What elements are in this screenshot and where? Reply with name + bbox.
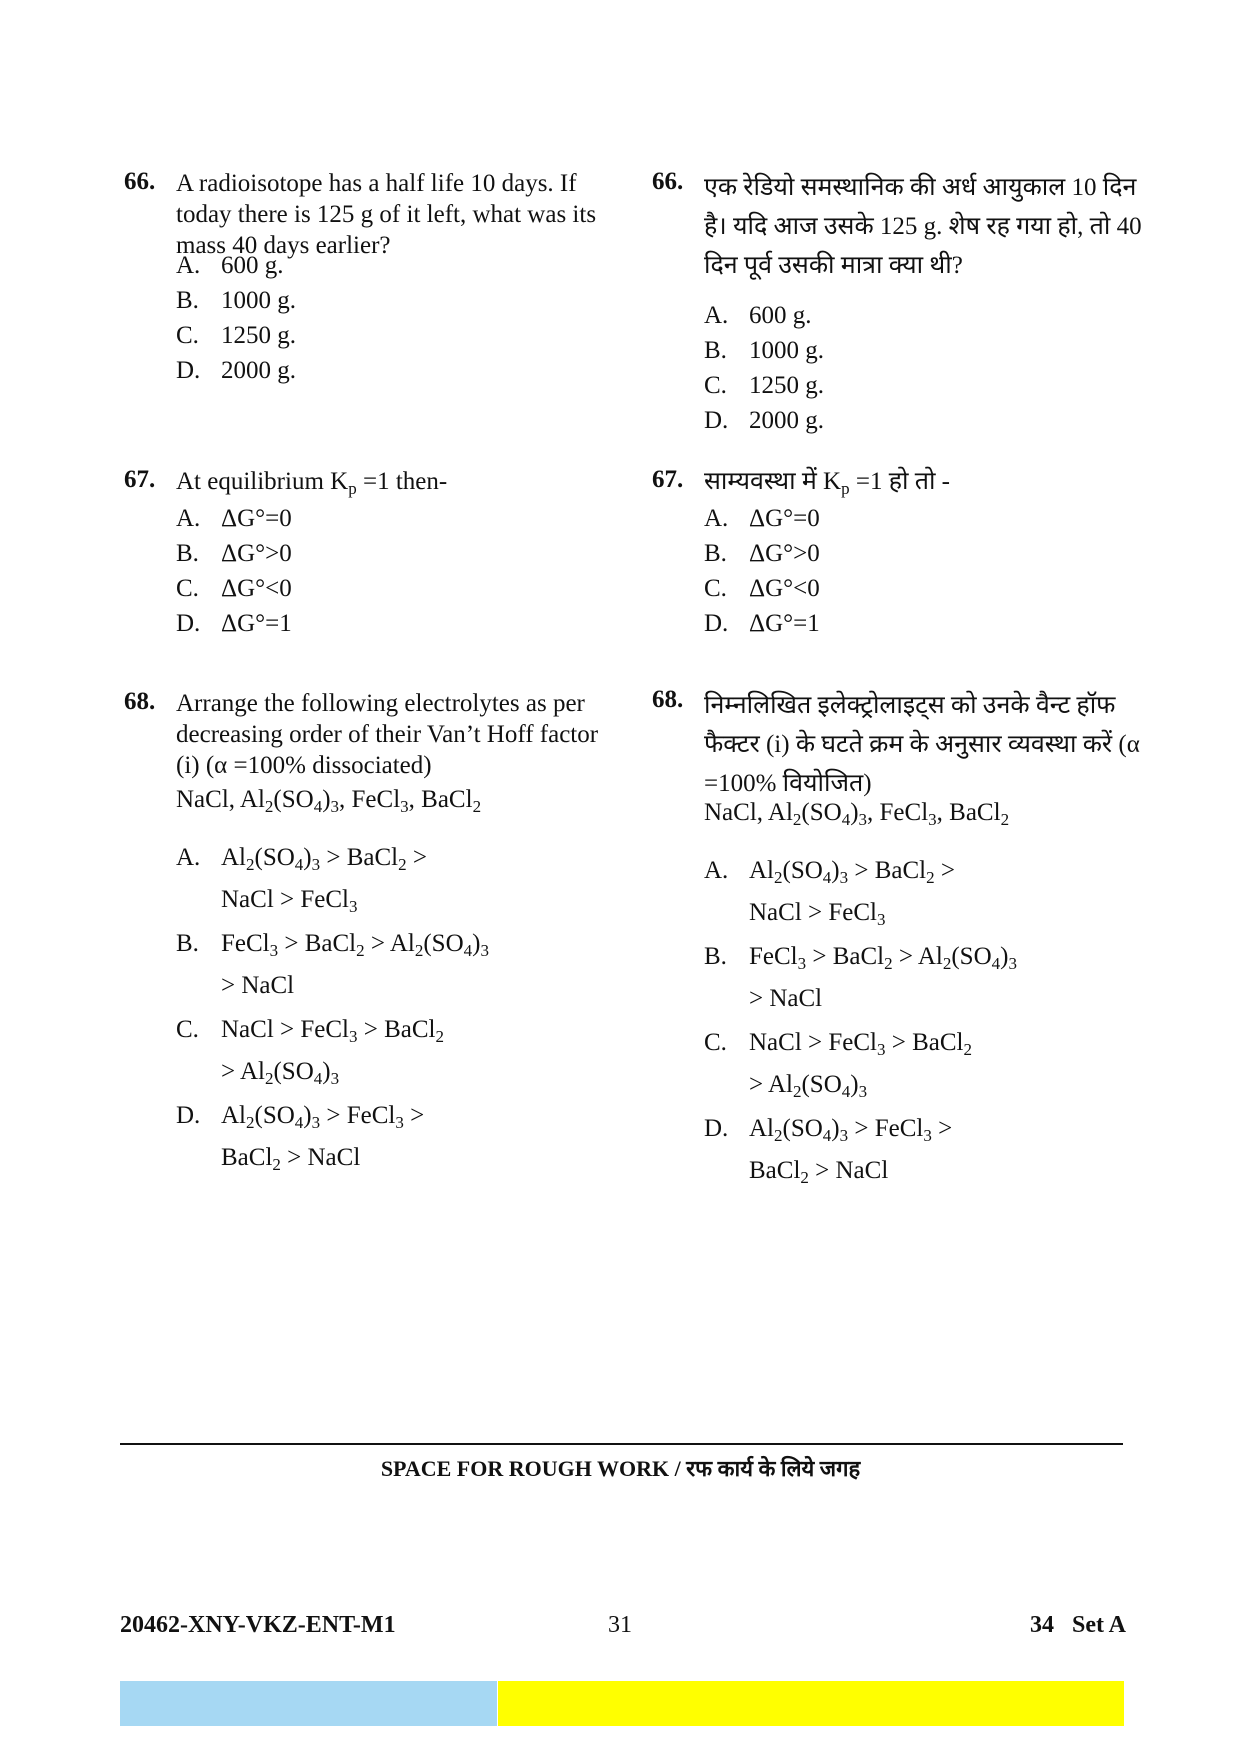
option-c: C. 1250 g. (176, 322, 296, 349)
option-c: C. ΔG°<0 (176, 575, 292, 602)
question-number: 68. (652, 686, 684, 713)
option-d: D. ΔG°=1 (704, 610, 820, 637)
option-a: A. $Al_2(SO_4)_3$ > BaCl$_2$ > NaCl > FeCl$_3$ (704, 857, 955, 929)
question-number: 66. (124, 168, 156, 195)
option-d: D. $Al_2(SO_4)_3$ > FeCl$_3$ > BaCl$_2$ > NaCl (176, 1102, 425, 1174)
option-b: B. 1000 g. (176, 287, 296, 314)
option-d: D. 2000 g. (176, 357, 296, 384)
option-b: B. 1000 g. (704, 337, 824, 364)
option-a: A. $Al_2(SO_4)_3$ > BaCl$_2$ > NaCl > FeCl$_3$ (176, 844, 427, 916)
option-b: B. FeCl$_3$ > BaCl$_2$ > $Al_2(SO_4)_3$ > NaCl (176, 930, 489, 999)
electrolyte-list: NaCl, $Al_2(SO_4)_3$, FeCl$_3$, BaCl$_2$ (176, 786, 482, 816)
option-a: A. ΔG°=0 (176, 505, 292, 532)
question-number: 66. (652, 168, 684, 195)
rough-work-label: SPACE FOR ROUGH WORK / रफ कार्य के लिये जगह (380, 1456, 861, 1481)
option-a: A. ΔG°=0 (704, 505, 820, 532)
option-c: C. ΔG°<0 (704, 575, 820, 602)
footer-bar-blue (120, 1681, 497, 1726)
question-text: A radioisotope has a half life 10 days. If today there is 125 g of it left, what was its mass 40 days earlier? (176, 170, 597, 259)
question-text: साम्यवस्था में $K_p =1$ हो तो - (704, 468, 950, 498)
paper-code: 20462-XNY-VKZ-ENT-M1 (120, 1612, 396, 1638)
footer-bar-yellow (498, 1681, 1124, 1726)
option-d: D. $Al_2(SO_4)_3$ > FeCl$_3$ > BaCl$_2$ > NaCl (704, 1115, 953, 1187)
option-b: B. ΔG°>0 (176, 540, 292, 567)
question-number: 68. (124, 688, 156, 715)
question-text: At equilibrium $K_p =1$ then- (176, 468, 448, 498)
question-text: Arrange the following electrolytes as per decreasing order of their Van’t Hoff factor (i) (α =100% dissociated) (176, 690, 599, 779)
option-a: A. 600 g. (704, 302, 812, 329)
option-c: C. NaCl > FeCl$_3$ > BaCl$_2$ > $Al_2(SO_4)_3$ (704, 1029, 972, 1101)
option-d: D. 2000 g. (704, 407, 824, 434)
option-b: B. FeCl$_3$ > BaCl$_2$ > $Al_2(SO_4)_3$ > NaCl (704, 943, 1017, 1012)
option-d: D. ΔG°=1 (176, 610, 292, 637)
question-text: एक रेडियो समस्थानिक की अर्ध आयुकाल 10 दिन है। यदि आज उसके 125 g. शेष रह गया हो, तो 40 दिन पूर्व उसकी मात्रा क्या थी? (704, 174, 1142, 279)
rough-work-divider (120, 1443, 1123, 1445)
question-text: निम्नलिखित इलेक्ट्रोलाइट्स को उनके वैन्ट हॉफ फैक्टर (i) के घटते क्रम के अनुसार व्यवस्था करें (α =100% वियोजित) (704, 692, 1140, 797)
option-c: C. 1250 g. (704, 372, 824, 399)
question-number: 67. (652, 466, 684, 493)
option-c: C. NaCl > FeCl$_3$ > BaCl$_2$ > $Al_2(SO_4)_3$ (176, 1016, 444, 1088)
option-a: A. 600 g. (176, 252, 284, 279)
option-b: B. ΔG°>0 (704, 540, 820, 567)
page-number: 31 (608, 1612, 632, 1638)
electrolyte-list: NaCl, $Al_2(SO_4)_3$, FeCl$_3$, BaCl$_2$ (704, 799, 1010, 829)
question-number: 67. (124, 466, 156, 493)
set-info: 34 Set A (1030, 1612, 1126, 1638)
